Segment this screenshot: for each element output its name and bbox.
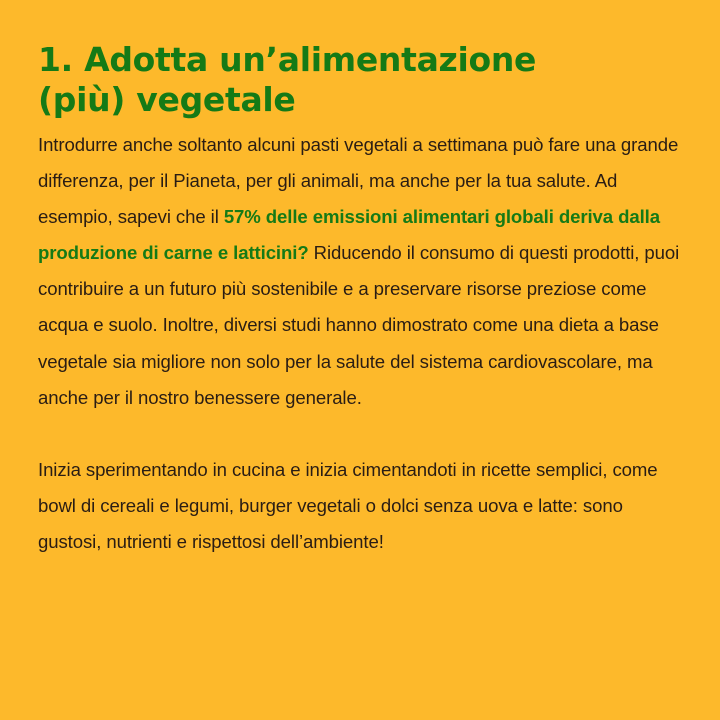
title-line-1: 1. Adotta un’alimentazione [38, 40, 537, 79]
intro-paragraph [38, 127, 682, 416]
intro-text: Introdurre anche soltanto alcuni pasti vegetali a settimana può fare una grande differenza, per il Pianeta, per gli animali, ma anche per la tua salute. Ad esempio, sapevi che il [38, 134, 679, 228]
tips-paragraph: Inizia sperimentando in cucina e inizia cimentandoti in ricette semplici, come bowl di cereali e legumi, burger vegetali o dolci senza uova e latte: sono gustosi, nutrienti e rispettosi dell’ambiente! [38, 458, 658, 552]
title-line-2: (più) vegetale [38, 80, 296, 119]
intro-continuation: Riducendo il consumo di questi prodotti, puoi contribuire a un futuro più sostenibile e a preservare risorse preziose come acqua e suolo. Inoltre, diversi studi hanno dimostrato come una dieta a base vegetale sia migliore non solo per la salute del sistema cardiovascolare, ma anche per il nostro benessere generale. [38, 242, 680, 408]
emissions-highlight: 57% delle emissioni alimentari globali deriva dalla produzione di carne e latticini? [38, 206, 660, 264]
page-title [38, 40, 682, 120]
